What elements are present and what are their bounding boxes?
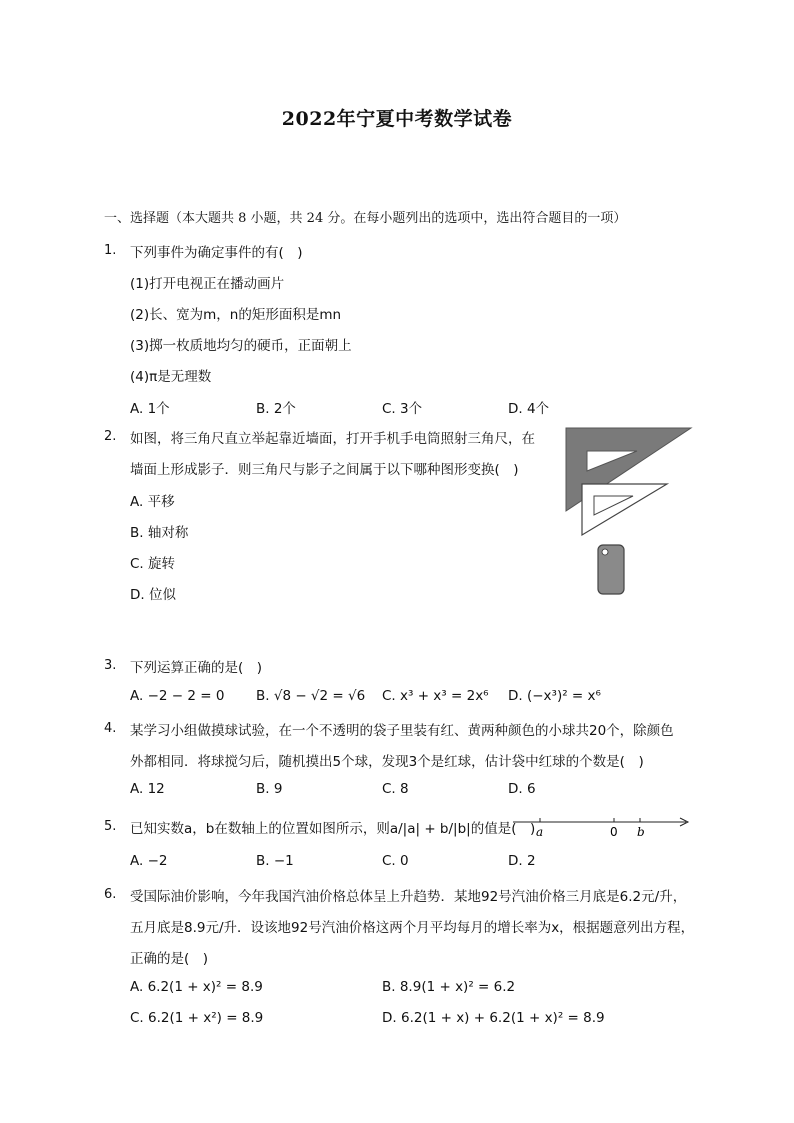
- q6-option-d: D. 6.2(1 + x) + 6.2(1 + x)² = 8.9: [382, 1010, 605, 1026]
- q5-option-d: D. 2: [508, 853, 536, 869]
- q6-stem-line2: 五月底是8.9元/升．设该地92号汽油价格这两个月平均每月的增长率为x，根据题意列出方程，: [130, 920, 695, 936]
- q4-number: 4.: [104, 721, 117, 736]
- q6-option-c: C. 6.2(1 + x²) = 8.9: [130, 1010, 264, 1026]
- q5-option-a: A. −2: [130, 853, 168, 869]
- q1-option-b: B. 2个: [256, 401, 296, 417]
- exam-title: 2022年宁夏中考数学试卷: [281, 108, 513, 130]
- q2-option-a: A. 平移: [130, 494, 175, 510]
- q1-option-d: D. 4个: [508, 401, 550, 417]
- q4-option-a: A. 12: [130, 781, 165, 797]
- q4-option-c: C. 8: [382, 781, 409, 797]
- q3-option-a: A. −2 − 2 = 0: [130, 688, 225, 704]
- q6-stem-line1: 受国际油价影响，今年我国汽油价格总体呈上升趋势．某地92号汽油价格三月底是6.2元/升，: [130, 889, 687, 905]
- q4-stem-line2: 外都相同．将球搅匀后，随机摸出5个球，发现3个是红球，估计袋中红球的个数是( ): [130, 754, 644, 770]
- q5-number: 5.: [104, 819, 117, 834]
- q4-option-b: B. 9: [256, 781, 283, 797]
- q5-option-c: C. 0: [382, 853, 409, 869]
- q6-option-a: A. 6.2(1 + x)² = 8.9: [130, 979, 263, 995]
- q2-option-d: D. 位似: [130, 587, 176, 603]
- q3-option-c: C. x³ + x³ = 2x⁶: [382, 688, 489, 704]
- axis-label-a: a: [536, 825, 544, 839]
- q2-option-b: B. 轴对称: [130, 525, 189, 541]
- q3-stem: 下列运算正确的是( ): [130, 660, 263, 676]
- q1-option-c: C. 3个: [382, 401, 423, 417]
- q6-number: 6.: [104, 887, 117, 902]
- q2-number: 2.: [104, 429, 117, 444]
- q2-stem-line2: 墙面上形成影子．则三角尺与影子之间属于以下哪种图形变换( ): [130, 462, 519, 478]
- q3-option-d: D. (−x³)² = x⁶: [508, 688, 601, 704]
- q4-stem-line1: 某学习小组做摸球试验，在一个不透明的袋子里装有红、黄两种颜色的小球共20个，除颜色: [130, 723, 674, 739]
- q3-number: 3.: [104, 658, 117, 673]
- q1-number: 1.: [104, 243, 117, 258]
- q6-stem-line3: 正确的是( ): [130, 951, 209, 967]
- q5-stem: 已知实数a，b在数轴上的位置如图所示，则a/|a| + b/|b|的值是( ): [130, 821, 536, 837]
- q1-item-4: (4)π是无理数: [130, 369, 212, 385]
- q2-stem-line1: 如图，将三角尺直立举起靠近墙面，打开手机手电筒照射三角尺，在: [130, 431, 535, 447]
- q1-item-3: (3)掷一枚质地均匀的硬币，正面朝上: [130, 338, 352, 354]
- axis-label-zero: 0: [610, 825, 618, 839]
- q1-stem: 下列事件为确定事件的有( ): [130, 245, 303, 261]
- q1-item-2: (2)长、宽为m，n的矩形面积是mn: [130, 307, 342, 323]
- q4-option-d: D. 6: [508, 781, 536, 797]
- q6-option-b: B. 8.9(1 + x)² = 6.2: [382, 979, 516, 995]
- q5-option-b: B. −1: [256, 853, 294, 869]
- q3-option-b: B. √8 − √2 = √6: [256, 688, 366, 704]
- q2-option-c: C. 旋转: [130, 556, 176, 572]
- section-heading: 一、选择题（本大题共 8 小题，共 24 分。在每小题列出的选项中，选出符合题目的一项）: [104, 211, 627, 226]
- q1-item-1: (1)打开电视正在播动画片: [130, 276, 285, 292]
- q1-option-a: A. 1个: [130, 401, 170, 417]
- axis-label-b: b: [637, 825, 645, 839]
